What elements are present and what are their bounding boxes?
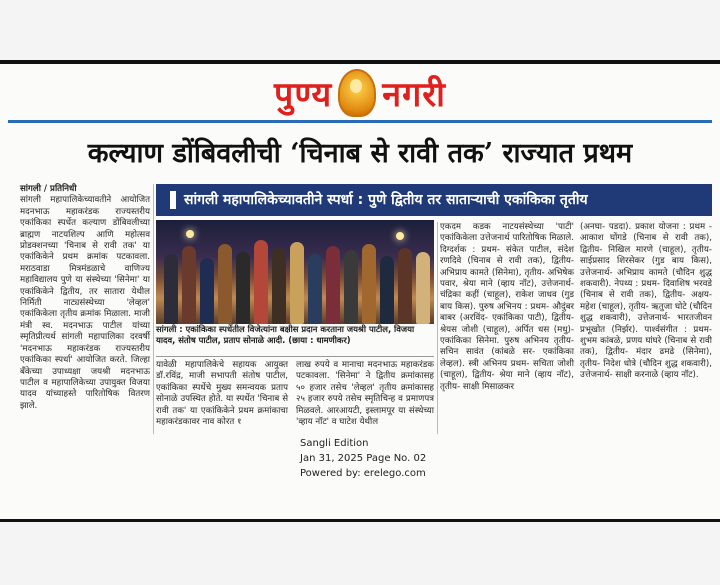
photo-caption: सांगली : एकांकिका स्पर्धेतील विजेत्यांना बक्षीस प्रदान करताना जयश्री पाटील, विजया यादव, संतोष पाटील, प्रताप सोनाळे आदी. (छाया : धामणीकर): [156, 324, 434, 357]
person-figure: [164, 254, 178, 324]
masthead-rule: [8, 120, 712, 123]
column-1-text: सांगली महापालिकेच्यावतीने आयोजित मदनभाऊ महाकरंडक राज्यस्तरीय एकांकिका स्पर्धेत कल्याण डोंबिवलीच्या ब्राह्मण नाटयशिल्प आणि महोत्सव प्रोडक्शनच्या 'चिनाब से रावी तक' या एकांकिकेने प्रथम क्रमांक पटकावला. मराठवाडा मित्रमंडळाचे वाणिज्य महाविद्यालय पुणे या संस्थेच्या 'सिनेमा' या एकांकिकेने द्वितीय, तर सातारा येथील निर्मिती नाट्यसंस्थेच्या 'लेव्हल' एकांकिकेला तृतीय क्रमांक मिळाला. माजी मंत्री स्व. मदनभाऊ पाटील यांच्या स्मृतिप्रीत्यर्थ सांगली महापालिका दरवर्षी 'मदनभाऊ महाकरंडक राज्यस्तरीय एकांकिका स्पर्धा' आयोजित करते. जिल्हा बँकेच्या उपाध्यक्षा जयश्री मदनभाऊ पाटील व महापालिकेच्या उपायुक्त विजया यादव यांच्याहस्ते पारितोषिक वितरण झाले.: [20, 195, 150, 411]
subhead-bullet-icon: [170, 191, 176, 209]
person-figure: [362, 244, 376, 324]
dateline: सांगली / प्रतिनिधी: [20, 184, 77, 194]
prize-ceremony-photo: [156, 220, 434, 324]
article-column-4: (अनघा- पडदा). प्रकाश योजना : प्रथम - आकाश घोंगडे (चिनाब से रावी तक), द्वितीय- निखिल मारणे (चाहूल), तृतीय- साईप्रसाद शिरसेकर (गुड बाय किस), उत्तेजनार्थ- अभिप्राय कामते (चौदिन शुद्ध शकवारी). नेपथ्य : प्रथम- दिवाशिष भरवडे (चिनाब से रावी तक), द्वितीय- अक्षय- महेश (चाहूल), तृतीय- ऋतुजा घोटे (चौदिन शुद्ध शकवारी), उत्तेजनार्थ- भारतजीवन प्रभूखोत (निर्झर). पार्श्वसंगीत : प्रथम- शुभम कांबळे, प्रणय घांघरे (चिनाब से रावी तक), द्वितीय- मंदार ढमढे (सिनेमा), तृतीय- निदेश धोत्रे (चौदिन शुद्ध शकवारी), उत्तेजनार्थ- साक्षी करनाळे (व्हाय नॉट).: [580, 222, 712, 381]
bottom-margin: [0, 522, 720, 585]
person-figure: [398, 248, 412, 324]
article-column-3: एकदम कडक नाटयसंस्थेच्या 'पाटी' एकांकिकेला उत्तेजनार्थ पारितोषिक मिळाले. दिग्दर्शक : प्रथम- संकेत पाटील, संदेश रणदिवे (चिनाब से रावी तक), द्वितीय- अभिप्राय कामते (सिनेमा), तृतीय- अभिषेक पवार, श्रेया माने (व्हाय नॉट), उत्तेजनार्थ- चंद्रिका कहीं (चाहूल), राकेश जाधव (गुड बाय किस). पुरुष अभिनय : प्रथम- औदुंबर बाबर (अरविंद- एकांकिका पाटी), द्वितीय- श्रेयस जोशी (चाहूल), अर्पित धस (मधु)-एकांकिका सिनेमा. पुरुष अभिनय तृतीय- सचिन सावंत (कांबळे सर- एकांकिका लेव्हल). स्त्री अभिनय प्रथम- सचिता जोशी (चाहूल), द्वितीय- श्रेया माने (व्हाय नॉट), तृतीय- साक्षी मिसाळकर: [440, 222, 574, 392]
newspaper-masthead: [210, 66, 510, 120]
subhead-text: सांगली महापालिकेच्यावतीने स्पर्धा : पुणे द्वितीय तर साताऱ्याची एकांकिका तृतीय: [184, 192, 588, 208]
masthead-left-text: पुण्य: [274, 75, 333, 115]
masthead-right-text: नगरी: [382, 75, 446, 115]
column-divider: [437, 222, 438, 434]
article-column-2a: यावेळी महापालिकेचे सहायक आयुक्त डॉ.रविंद्र, माजी सभापती संतोष पाटील, एकांकिका स्पर्धेचे मुख्य समन्वयक प्रताप सोनाळे उपस्थित होते. या स्पर्धेत 'चिनाब से रावी तक' या एकांकिकेने प्रथम क्रमांकाचा महाकरंडकावर नाव कोरत १: [156, 360, 288, 428]
article-subheading: [156, 184, 712, 216]
stage-light-icon: [396, 232, 404, 240]
edition-date-page: Jan 31, 2025 Page No. 02: [300, 453, 427, 464]
person-figure: [182, 246, 196, 324]
powered-by: Powered by: erelego.com: [300, 468, 426, 479]
edition-footer: [300, 436, 460, 481]
article-column-1: [20, 184, 150, 411]
article-column-2b: लाख रुपये व मानाचा मदनभाऊ महाकरंडक पटकावला. 'सिनेमा' ने द्वितीय क्रमांकासह ५० हजार तसेच 'लेव्हल' तृतीय क्रमांकासह २५ हजार रुपये तसेच स्मृतिचिन्ह व प्रमाणपत्र मिळवले. आरआयटी, इस्लामपूर या संस्थेच्या 'व्हाय नॉट' व घाटेश येथील: [296, 360, 434, 428]
person-figure: [308, 254, 322, 324]
ganesha-emblem-icon: [338, 69, 376, 117]
stage-light-icon: [186, 230, 194, 238]
person-figure: [380, 256, 394, 324]
top-margin: [0, 0, 720, 60]
person-figure: [290, 242, 304, 324]
article-headline: कल्याण डोंबिवलीची ‘चिनाब से रावी तक’ राज्यात प्रथम: [87, 138, 633, 169]
person-figure: [272, 248, 286, 324]
person-figure: [344, 250, 358, 324]
person-figure: [218, 244, 232, 324]
person-figure: [254, 240, 268, 324]
person-figure: [326, 246, 340, 324]
person-figure: [200, 258, 214, 324]
person-figure: [416, 252, 430, 324]
person-figure: [236, 252, 250, 324]
column-divider: [153, 184, 154, 434]
edition-name: Sangli Edition: [300, 438, 369, 449]
